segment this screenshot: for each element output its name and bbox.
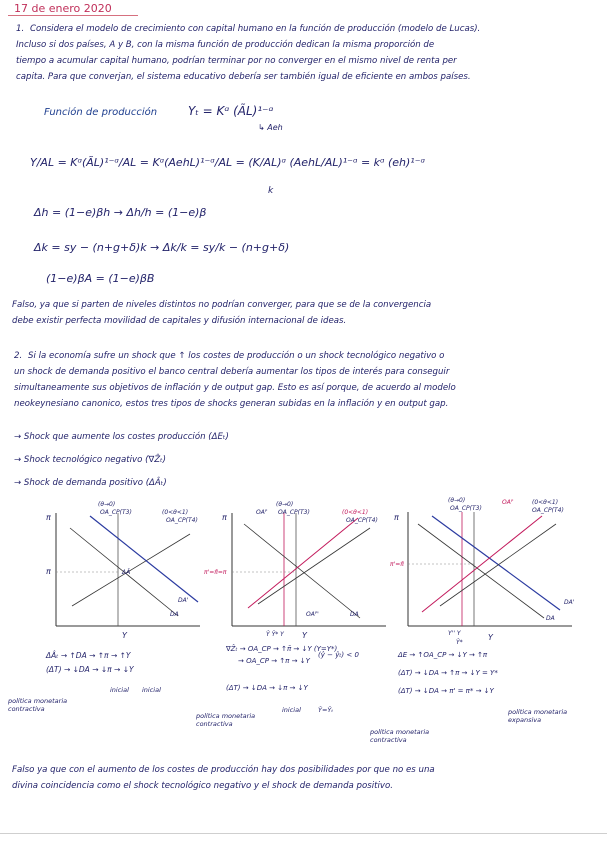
q1-number: 1. (16, 24, 25, 34)
graph1-da-label: DA (170, 611, 179, 618)
q2-line-4: neokeynesiano canonico, estos tres tipos de shocks generan subidas en la inflación y en output gap. (14, 399, 449, 409)
graph1-note-2: (ΔT) → ↓DA → ↓π → ↓Y (46, 665, 134, 674)
production-formula: Yₜ = Kᵅ (ÃL)¹⁻ᵅ (188, 104, 274, 118)
graph2-ad-top: (θ→0) (276, 501, 294, 508)
q1-line-1: Considera el modelo de crecimiento con capital humano en la función de producción (modelo de Lucas). (30, 24, 481, 34)
shock-bullet-1: → Shock que aumente los costes producción (ΔEₜ) (14, 432, 229, 442)
q2-line-3: simultaneamente sus objetivos de inflación y de output gap. Esto es así porque, de acuerdo al modelo (14, 383, 456, 393)
graph1-note-1: ΔÂₜ → ↑DA → ↑π → ↑Y (46, 651, 131, 660)
graph3-note-3: (ΔT) → ↓DA → π' = π* → ↓Y (398, 687, 494, 695)
graph1-footnote: política monetaria contractiva (8, 697, 68, 713)
graph2-note-3: (ΔT) → ↓DA → ↓π → ↓Y (226, 684, 308, 692)
graph2-under-2: Ŷ=Ŷₜ (318, 706, 334, 714)
q1-line-3: tiempo a acumular capital humano, podrían terminar por no converger en el mismo nivel de renta per (16, 56, 457, 66)
graph3-oa2-top: (0<θ<1) (532, 499, 559, 506)
graph1-oa2-top: (0<θ<1) (162, 509, 189, 516)
graph1-ab-label: ΔÂ (122, 569, 131, 576)
graph3-da-label: DA (546, 615, 555, 622)
graph3-pi-eq: π'=π̄ (390, 561, 404, 568)
graph3-note-1: ΔE → ↑OA_CP → ↓Y → ↑π (398, 651, 488, 659)
q2-line-1: Si la economía sufre un shock que ↑ los costes de producción o un shock tecnológico negativo o (28, 351, 445, 361)
equation-2: Δh = (1−e)βh → Δh/h = (1−e)β (34, 206, 207, 219)
q1-answer-line-1: Falso, ya que si parten de niveles distintos no podrían converger, para que se de la convergencia (12, 300, 432, 310)
graph2-footnote: política monetaria contractiva (196, 712, 256, 728)
graph3-footnote-contractive: política monetaria contractiva (370, 728, 430, 744)
graph1-oa2-sub: OA_CP(T4) (166, 517, 198, 524)
graph1-pi-level: π (46, 567, 51, 576)
graph3-footnote-expansive: política monetaria expansiva (508, 708, 568, 724)
graph2-oap2: OAᴾ' (306, 611, 319, 618)
graph2-da-label: DA (350, 611, 359, 618)
graph1-under-2: inicial (142, 686, 161, 694)
equation-3: Δk = sy − (n+g+δ)k → Δk/k = sy/k − (n+g+δ) (34, 241, 290, 254)
graph2-oa2-sub: OA_CP(T4) (346, 517, 378, 524)
conclusion-line-2: divina coincidencia como el shock tecnológico negativo y el shock de demanda positivo. (12, 781, 393, 791)
graph2-y-label: Y (302, 631, 307, 640)
graph2-pi-label: π (222, 513, 227, 522)
graph1-pi-label: π (46, 513, 51, 522)
graph1-da-prime-line (90, 516, 198, 602)
graph-demand-shock (30, 498, 205, 646)
q2-number: 2. (14, 351, 23, 361)
q1-answer-line-2: debe existir perfecta movilidad de capitales y difusión internacional de ideas. (12, 316, 347, 326)
graph2-gap: (ŷ − ŷₜ) < 0 (318, 651, 359, 659)
date-underline (8, 15, 138, 16)
graph3-ad-top: (θ→0) (448, 497, 466, 504)
graph3-pi-label: π (394, 513, 399, 522)
graph2-note-1: ∇Ẑₜ → OA_CP → ↑π̄ → ↓Y (Y=Y*) (226, 645, 338, 653)
equation-1-k: k (268, 186, 274, 196)
graph3-da2-line (432, 516, 560, 610)
q1-line-4: capita. Para que converjan, el sistema educativo debería ser también igual de eficiente en ambos países. (16, 72, 471, 82)
graph2-y-ticks: Ŷ Ŷ* Y (266, 631, 284, 638)
graph2-pi-eq: π'=π̄=π (204, 569, 227, 576)
date-header: 17 de enero 2020 (14, 2, 112, 15)
graph2-oa2-line (258, 528, 370, 604)
production-note: ↳ Aeh (258, 123, 283, 132)
production-label: Función de producción (44, 107, 158, 118)
graph3-oa2-sub: OA_CP(T4) (532, 507, 564, 514)
shock-bullet-2: → Shock tecnológico negativo (∇Ẑₜ) (14, 455, 166, 465)
q1-line-2: Incluso si dos países, A y B, con la misma función de producción dedican la misma proporción de (16, 40, 435, 50)
graph-cost-shock (392, 494, 602, 646)
equation-1: Y/AL = Kᵅ(ÃL)¹⁻ᵅ/AL = Kᵅ(AehL)¹⁻ᵅ/AL = (K/AL)ᵅ (AehL/AL)¹⁻ᵅ = kᵅ (eh)¹⁻ᵅ (30, 156, 425, 169)
conclusion-line-1: Falso ya que con el aumento de los costes de producción hay dos posibilidades por que no es una (12, 765, 435, 775)
graph-tech-shock (204, 498, 390, 646)
graph3-oa-top: OA_CP(T3) (450, 505, 482, 512)
equation-4: (1−e)βA = (1−e)βB (46, 272, 155, 285)
graph1-under-1: inicial (110, 686, 129, 694)
graph3-y-sub: Ŷ* (456, 639, 463, 646)
graph3-y-label: Y (488, 633, 493, 642)
graph2-oa2-top: (0<θ<1) (342, 509, 369, 516)
graph2-note-2: → OA_CP → ↑π → ↓Y (238, 657, 310, 665)
graph1-ad-top: (θ→0) (98, 501, 116, 508)
graph2-under-1: inicial (282, 706, 301, 714)
graph3-oap-top: OAᴾ (502, 499, 514, 506)
graph1-oa-top: OA_CP(T3) (100, 509, 132, 516)
graph1-da2-label: DA' (178, 597, 189, 604)
graph3-da-line (418, 524, 544, 618)
page-bottom-rule (0, 833, 607, 834)
graph2-da-line (244, 524, 360, 618)
graph3-y-ticks: Y'' Y (448, 630, 461, 637)
shock-bullet-3: → Shock de demanda positivo (ΔÂₜ) (14, 478, 167, 488)
graph2-oa-top: OA_CP(T3) (278, 509, 310, 516)
graph1-oa-line (72, 534, 190, 606)
graph2-oa-line (248, 518, 358, 608)
graph3-da2-label: DA' (564, 599, 575, 606)
q2-line-2: un shock de demanda positivo el banco central debería aumentar los tipos de interés para conseguir (14, 367, 450, 377)
graph1-y-label: Y (122, 631, 127, 640)
graph3-note-2: (ΔT) → ↓DA → ↑π → ↓Y = Y* (398, 669, 498, 677)
graph2-oap: OAᴾ (256, 509, 268, 516)
